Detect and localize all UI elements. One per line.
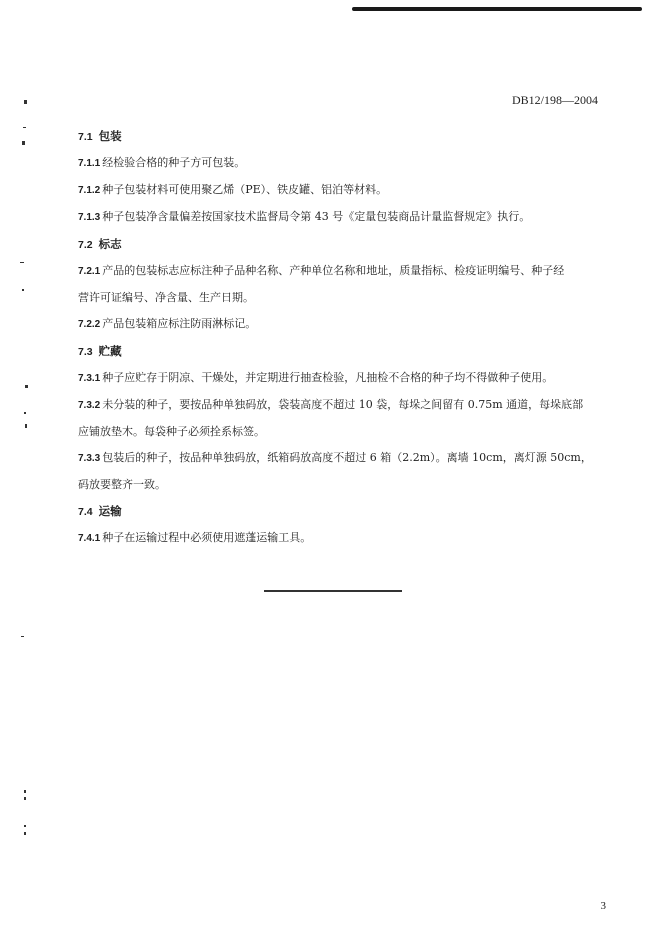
scan-speck: [24, 100, 27, 104]
scan-speck: [25, 385, 28, 388]
clause-number: 7.2.2: [78, 319, 101, 330]
scan-speck: [24, 797, 26, 800]
clause-text: 未分装的种子，要按品种单独码放，袋装高度不超过 10 袋，每垛之间留有 0.75m 通道，每垛底部: [102, 398, 584, 411]
clause-continuation-line: [78, 472, 604, 498]
scan-speck: [24, 412, 26, 414]
section-heading: [78, 498, 604, 525]
section-title: 贮藏: [98, 344, 122, 358]
clause-number: 7.1.2: [78, 185, 101, 196]
clause-text: 种子包装净含量偏差按国家技术监督局令第 43 号《定量包装商品计量监督规定》执行。: [102, 210, 531, 223]
clause-number: 7.1.3: [78, 212, 101, 223]
section-number: 7.4: [78, 506, 93, 518]
clause-line: [78, 311, 604, 338]
document-body: [78, 123, 604, 552]
clause-text: 码放要整齐一致。: [78, 478, 166, 491]
clause-line: [78, 445, 604, 472]
clause-line: [78, 258, 604, 285]
clause-text: 产品包装箱应标注防雨淋标记。: [102, 317, 257, 330]
clause-text: 产品的包装标志应标注种子品种名称、产种单位名称和地址，质量指标、检疫证明编号、种子经: [102, 264, 565, 277]
clause-text: 应铺放垫木。每袋种子必须拴系标签。: [78, 425, 265, 438]
clause-text: 种子包装材料可使用聚乙烯（PE）、铁皮罐、铝泊等材料。: [102, 183, 388, 196]
section-heading: [78, 338, 604, 365]
scan-top-rule: [352, 7, 642, 11]
section-heading: [78, 231, 604, 258]
scan-speck: [22, 289, 24, 291]
section-title: 包装: [98, 129, 122, 143]
clause-line: [78, 365, 604, 392]
clause-text: 种子在运输过程中必须使用遮蓬运输工具。: [102, 531, 312, 544]
scan-speck: [24, 790, 26, 793]
scan-speck: [25, 424, 27, 428]
section-title: 运输: [98, 504, 122, 518]
scan-speck: [20, 262, 24, 263]
end-of-text-rule: [264, 590, 402, 592]
scan-speck: [23, 127, 26, 128]
clause-text: 营许可证编号、净含量、生产日期。: [78, 291, 254, 304]
clause-number: 7.2.1: [78, 266, 101, 277]
section-number: 7.3: [78, 346, 93, 358]
section-title: 标志: [98, 237, 122, 251]
clause-line: [78, 150, 604, 177]
clause-line: [78, 525, 604, 552]
section-number: 7.2: [78, 239, 93, 251]
clause-number: 7.4.1: [78, 533, 101, 544]
scan-speck: [24, 825, 26, 827]
clause-continuation-line: [78, 419, 604, 445]
scan-speck: [22, 141, 25, 145]
section-heading: [78, 123, 604, 150]
clause-text: 种子应贮存于阴凉、干燥处，并定期进行抽查检验，凡抽检不合格的种子均不得做种子使用。: [102, 371, 554, 384]
clause-number: 7.3.1: [78, 373, 101, 384]
clause-line: [78, 177, 604, 204]
clause-line: [78, 204, 604, 231]
scan-speck: [24, 832, 26, 835]
clause-continuation-line: [78, 285, 604, 311]
clause-line: [78, 392, 604, 419]
standard-number: DB12/198—2004: [511, 93, 598, 107]
section-number: 7.1: [78, 131, 93, 143]
clause-text: 包装后的种子，按品种单独码放，纸箱码放高度不超过 6 箱（2.2m）。离墙 10cm，离灯源 50cm，: [102, 451, 592, 464]
scan-speck: [21, 636, 24, 637]
page-number: 3: [600, 900, 606, 912]
clause-number: 7.3.2: [78, 400, 101, 411]
clause-number: 7.1.1: [78, 158, 101, 169]
clause-text: 经检验合格的种子方可包装。: [102, 156, 246, 169]
clause-number: 7.3.3: [78, 453, 101, 464]
